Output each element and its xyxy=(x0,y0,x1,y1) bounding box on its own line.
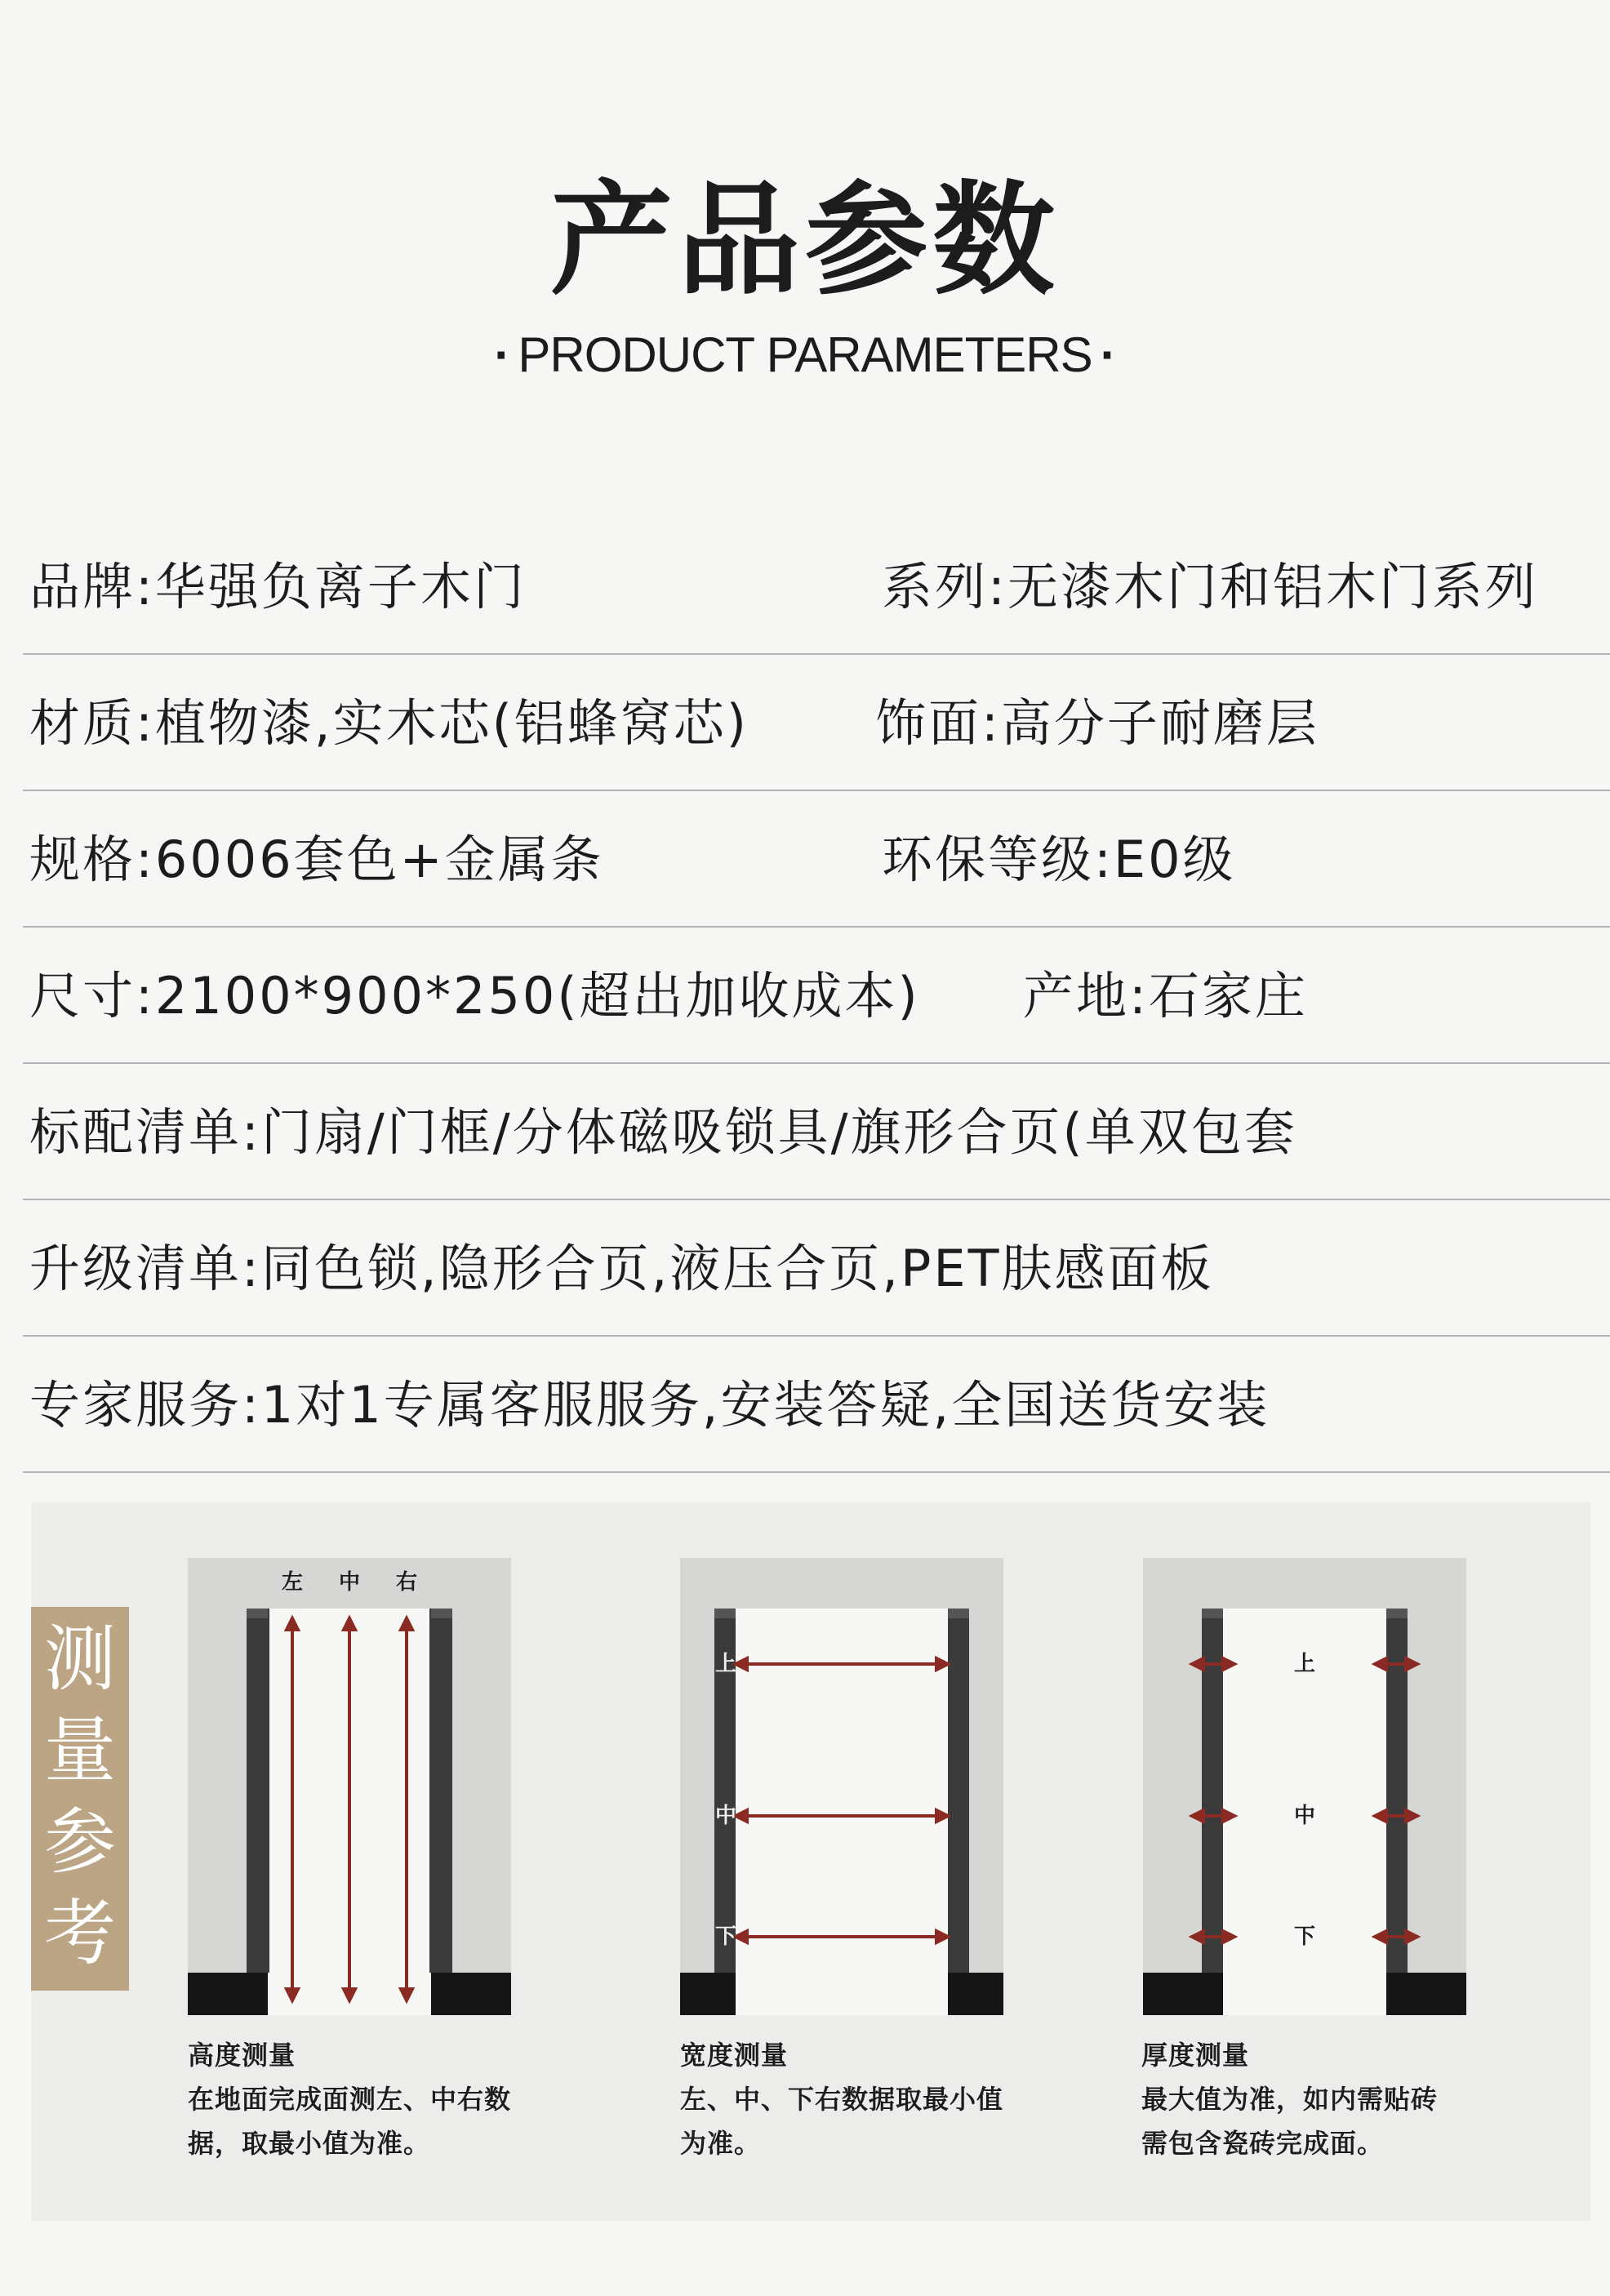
baseboard-right xyxy=(1386,1973,1466,2015)
baseboard-left xyxy=(188,1973,268,2015)
baseboard-left xyxy=(1143,1973,1223,2015)
param-standard-list: 标配清单:门扇/门框/分体磁吸锁具/旗形合页(单双包套 xyxy=(29,1102,1297,1162)
caption-line: 据，取最小值为准。 xyxy=(188,2128,431,2159)
param-series: 系列:无漆木门和铝木门系列 xyxy=(882,557,1538,616)
measurement-reference xyxy=(31,1502,1590,2221)
measure-tag-char: 考 xyxy=(43,1891,116,1975)
label-top: 上 xyxy=(714,1652,737,1676)
baseboard-left xyxy=(680,1973,736,2015)
width-measure-diagram xyxy=(680,1558,1003,2015)
width-measure-caption xyxy=(680,2033,1072,2165)
frame-top-left xyxy=(1202,1609,1223,1618)
frame-top-left xyxy=(247,1609,268,1618)
label-bottom: 下 xyxy=(1293,1924,1316,1949)
frame-top-right xyxy=(1386,1609,1408,1618)
door-frame-illustration xyxy=(680,1558,1003,2015)
param-origin: 产地:石家庄 xyxy=(1023,966,1308,1026)
label-middle: 中 xyxy=(1293,1804,1316,1828)
label-bottom: 下 xyxy=(714,1924,737,1949)
thickness-measure-caption xyxy=(1141,2033,1533,2165)
param-upgrade-list: 升级清单:同色锁,隐形合页,液压合页,PET肤感面板 xyxy=(29,1239,1214,1298)
caption-line: 在地面完成面测左、中右数 xyxy=(188,2084,512,2115)
param-row xyxy=(23,1200,1610,1337)
param-brand: 品牌:华强负离子木门 xyxy=(29,557,527,616)
label-top: 上 xyxy=(1293,1652,1316,1676)
opening xyxy=(736,1609,948,2015)
label-middle: 中 xyxy=(714,1804,737,1828)
frame-top-right xyxy=(431,1609,452,1618)
measure-tag-char: 参 xyxy=(43,1800,116,1884)
caption-line: 需包含瓷砖完成面。 xyxy=(1141,2128,1385,2159)
measure-tag-char: 测 xyxy=(43,1617,116,1701)
subtitle-text: PRODUCT PARAMETERS xyxy=(518,327,1092,382)
param-row xyxy=(23,1337,1610,1473)
height-measure-diagram xyxy=(188,1558,511,2015)
subtitle-dot: · xyxy=(1100,327,1116,382)
height-measure-caption xyxy=(188,2033,580,2165)
page-subtitle xyxy=(0,327,1610,384)
subtitle-dot: · xyxy=(494,327,510,382)
caption-title: 宽度测量 xyxy=(680,2040,789,2071)
param-row xyxy=(23,655,1610,791)
door-frame-illustration xyxy=(188,1558,511,2015)
param-size: 尺寸:2100*900*250(超出加收成本) xyxy=(29,966,920,1026)
caption-title: 高度测量 xyxy=(188,2040,296,2071)
label-right: 右 xyxy=(395,1570,418,1595)
label-middle: 中 xyxy=(338,1570,361,1595)
page-title: 产品参数 xyxy=(549,170,1060,312)
baseboard-right xyxy=(948,1973,1003,2015)
params-table xyxy=(23,518,1610,1473)
param-row xyxy=(23,928,1610,1064)
baseboard-right xyxy=(431,1973,511,2015)
param-service: 专家服务:1对1专属客服服务,安装答疑,全国送货安装 xyxy=(29,1375,1270,1435)
param-eco-grade: 环保等级:E0级 xyxy=(882,830,1236,889)
param-finish: 饰面:高分子耐磨层 xyxy=(875,693,1319,753)
measure-tag xyxy=(31,1607,129,1991)
caption-line: 最大值为准，如内需贴砖 xyxy=(1141,2084,1439,2115)
caption-line: 为准。 xyxy=(680,2128,762,2159)
label-left: 左 xyxy=(281,1570,304,1595)
thickness-measure-diagram xyxy=(1143,1558,1466,2015)
frame-top-right xyxy=(948,1609,969,1618)
param-row xyxy=(23,518,1610,655)
door-frame-illustration xyxy=(1143,1558,1466,2015)
frame-right xyxy=(429,1609,452,1973)
caption-line: 左、中、下右数据取最小值 xyxy=(680,2084,1004,2115)
param-material: 材质:植物漆,实木芯(铝蜂窝芯) xyxy=(29,693,749,753)
frame-top-left xyxy=(714,1609,736,1618)
caption-title: 厚度测量 xyxy=(1141,2040,1250,2071)
measure-tag-char: 量 xyxy=(43,1708,116,1792)
param-row xyxy=(23,1064,1610,1200)
param-spec: 规格:6006套色+金属条 xyxy=(29,830,604,889)
frame-right xyxy=(948,1609,969,1973)
frame-left xyxy=(247,1609,269,1973)
param-row xyxy=(23,791,1610,928)
